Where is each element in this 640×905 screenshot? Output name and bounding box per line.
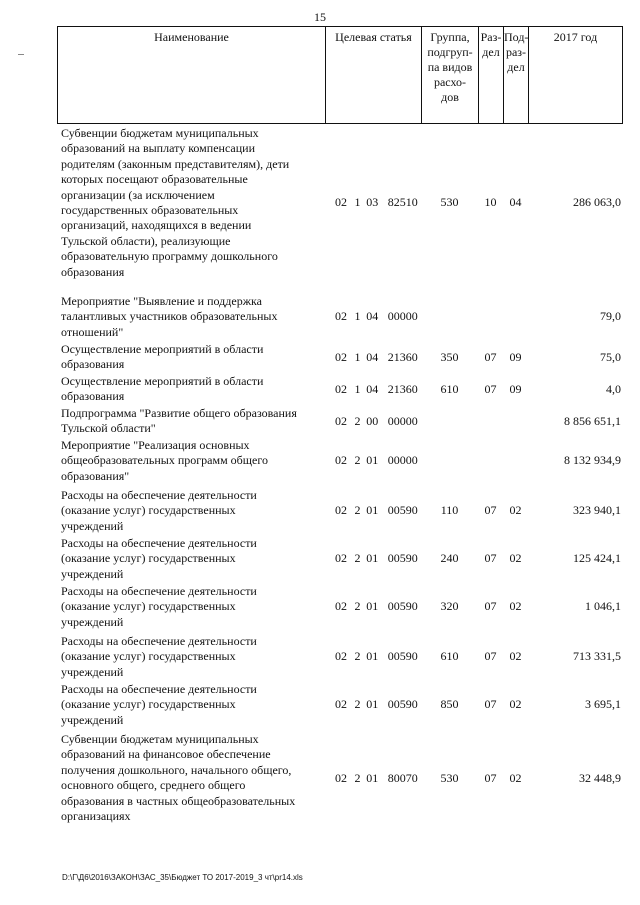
row-name-line: учреждений <box>61 566 124 581</box>
margin-mark <box>18 54 24 55</box>
row-target-code <box>325 350 421 365</box>
row-target-code <box>325 551 421 566</box>
row-name-line: Расходы на обеспечение деятельности <box>61 584 257 598</box>
row-razdel: 07 <box>484 697 497 712</box>
target-code-part: 02 <box>335 381 347 396</box>
row-group: 610 <box>440 649 459 664</box>
table-row <box>57 536 623 582</box>
row-razdel: 07 <box>484 503 497 518</box>
row-name <box>57 374 325 405</box>
target-code-part: 2 <box>354 551 361 566</box>
row-name-line: (оказание услуг) государственных <box>61 503 236 518</box>
target-code-part: 02 <box>335 503 347 518</box>
row-razdel: 10 <box>484 195 497 210</box>
target-code-part: 04 <box>366 309 379 324</box>
row-amount: 32 448,9 <box>579 770 621 785</box>
row-razdel: 07 <box>484 551 497 566</box>
row-name <box>57 682 325 728</box>
target-code-part: 2 <box>354 413 361 428</box>
row-name-line: получения дошкольного, начального общего, <box>61 762 292 777</box>
target-code-part: 04 <box>366 381 379 396</box>
row-podrazdel: 02 <box>509 599 522 614</box>
row-name <box>57 488 325 534</box>
row-amount: 8 132 934,9 <box>564 453 621 468</box>
table-row <box>57 294 623 340</box>
target-code-part: 2 <box>354 649 361 664</box>
table-row <box>57 634 623 680</box>
target-code-part: 21360 <box>387 381 418 396</box>
row-amount: 79,0 <box>600 309 621 324</box>
table-row <box>57 406 623 437</box>
row-name-line: организаций, находящихся в ведении <box>61 218 252 233</box>
target-code-part: 02 <box>335 551 347 566</box>
target-code-part: 2 <box>354 453 361 468</box>
row-target-code <box>325 414 421 429</box>
row-group: 110 <box>440 503 459 518</box>
row-name-line: образования <box>61 357 125 372</box>
row-name-line: учреждений <box>61 518 124 533</box>
target-code-part: 2 <box>354 599 361 614</box>
header-name: Наименование <box>58 27 326 123</box>
row-podrazdel: 02 <box>509 697 522 712</box>
row-name-line: общеобразовательных программ общего <box>61 453 268 468</box>
row-razdel: 07 <box>484 381 497 396</box>
row-amount: 1 046,1 <box>585 599 621 614</box>
row-name <box>57 294 325 340</box>
target-code-part: 80070 <box>387 770 418 785</box>
target-code-part: 00000 <box>387 309 418 324</box>
row-name-line: родителям (законным представителям), дети <box>61 156 290 171</box>
row-name-line: Тульской области), реализующие <box>61 233 231 248</box>
target-code-part: 02 <box>335 309 347 324</box>
row-name-line: Осуществление мероприятий в области <box>61 342 264 356</box>
row-amount: 8 856 651,1 <box>564 413 621 428</box>
row-name-line: Мероприятие "Реализация основных <box>61 438 250 452</box>
row-name-line: (оказание услуг) государственных <box>61 649 236 664</box>
target-code-part: 2 <box>354 770 361 785</box>
row-name-line: талантливых участников образовательных <box>61 309 278 324</box>
row-razdel: 07 <box>484 349 497 364</box>
target-code-part: 00590 <box>387 599 418 614</box>
row-target-code <box>325 453 421 468</box>
table-row <box>57 126 623 280</box>
target-code-part: 21360 <box>387 349 418 364</box>
table-row <box>57 374 623 405</box>
row-name <box>57 536 325 582</box>
target-code-part: 02 <box>335 349 347 364</box>
row-group: 610 <box>440 381 459 396</box>
row-target-code <box>325 195 421 210</box>
row-razdel: 07 <box>484 649 497 664</box>
row-name-line: (оказание услуг) государственных <box>61 599 236 614</box>
header-group-line: Группа, <box>430 30 470 44</box>
target-code-part: 02 <box>335 599 347 614</box>
target-code-part: 02 <box>335 195 347 210</box>
header-podrazdel-line: Под- <box>504 30 529 44</box>
row-name <box>57 634 325 680</box>
row-podrazdel: 02 <box>509 770 522 785</box>
target-code-part: 1 <box>354 195 361 210</box>
row-name-line: отношений" <box>61 324 124 339</box>
row-name <box>57 126 325 280</box>
row-target-code <box>325 309 421 324</box>
row-name-line: образований на выплату компенсации <box>61 141 256 156</box>
row-name-line: (оказание услуг) государственных <box>61 697 236 712</box>
row-name <box>57 406 325 437</box>
table-row <box>57 584 623 630</box>
row-name-line: Мероприятие "Выявление и поддержка <box>61 294 262 308</box>
target-code-part: 82510 <box>387 195 418 210</box>
row-name-line: Расходы на обеспечение деятельности <box>61 682 257 696</box>
row-amount: 713 331,5 <box>573 649 621 664</box>
header-group-line: подгруп- <box>427 45 473 59</box>
row-podrazdel: 09 <box>509 349 522 364</box>
row-razdel: 07 <box>484 599 497 614</box>
row-podrazdel: 02 <box>509 503 522 518</box>
target-code-part: 01 <box>366 599 379 614</box>
row-amount: 75,0 <box>600 349 621 364</box>
row-podrazdel: 02 <box>509 551 522 566</box>
header-target: Целевая статья <box>326 27 422 123</box>
row-name-line: Расходы на обеспечение деятельности <box>61 634 257 648</box>
row-podrazdel: 04 <box>509 195 522 210</box>
row-name-line: организациях <box>61 809 131 824</box>
table-row <box>57 342 623 373</box>
row-podrazdel: 02 <box>509 649 522 664</box>
row-name-line: учреждений <box>61 664 124 679</box>
row-target-code <box>325 382 421 397</box>
target-code-part: 01 <box>366 697 379 712</box>
target-code-part: 00590 <box>387 503 418 518</box>
row-group: 240 <box>440 551 459 566</box>
target-code-part: 00000 <box>387 453 418 468</box>
target-code-part: 1 <box>354 381 361 396</box>
row-name-line: основного общего, среднего общего <box>61 778 246 793</box>
row-name-line: образования" <box>61 468 130 483</box>
target-code-part: 02 <box>335 413 347 428</box>
header-podrazdel-line: дел <box>507 60 525 74</box>
row-target-code <box>325 697 421 712</box>
row-name-line: организации (за исключением <box>61 187 215 202</box>
target-code-part: 00590 <box>387 649 418 664</box>
row-name-line: Субвенции бюджетам муниципальных <box>61 732 259 746</box>
target-code-part: 01 <box>366 503 379 518</box>
row-amount: 3 695,1 <box>585 697 621 712</box>
target-code-part: 1 <box>354 349 361 364</box>
header-razdel-line: дел <box>482 45 500 59</box>
header-year: 2017 год <box>553 30 598 44</box>
table-row <box>57 438 623 484</box>
target-code-part: 00000 <box>387 413 418 428</box>
row-name-line: Подпрограмма "Развитие общего образования <box>61 406 297 420</box>
target-code-part: 00 <box>366 413 379 428</box>
table-row <box>57 682 623 728</box>
table-row <box>57 732 623 824</box>
row-name-line: Субвенции бюджетам муниципальных <box>61 126 259 140</box>
row-name-line: Расходы на обеспечение деятельности <box>61 536 257 550</box>
row-name <box>57 438 325 484</box>
row-target-code <box>325 771 421 786</box>
row-amount: 323 940,1 <box>573 503 621 518</box>
target-code-part: 01 <box>366 551 379 566</box>
row-name-line: образований на финансовое обеспечение <box>61 747 271 762</box>
page-number: 15 <box>314 10 326 24</box>
target-code-part: 02 <box>335 649 347 664</box>
row-name-line: Тульской области" <box>61 421 156 436</box>
table-header <box>57 26 623 124</box>
file-path-footer: D:\Г\Д6\2016\ЗАКОН\ЗАС_35\Бюджет ТО 2017-2019_3 чт\pr14.xls <box>62 873 303 882</box>
row-podrazdel: 09 <box>509 381 522 396</box>
target-code-part: 02 <box>335 697 347 712</box>
row-name-line: (оказание услуг) государственных <box>61 551 236 566</box>
header-razdel-line: Раз- <box>480 30 502 44</box>
target-code-part: 00590 <box>387 551 418 566</box>
row-target-code <box>325 503 421 518</box>
row-amount: 4,0 <box>606 381 621 396</box>
target-code-part: 00590 <box>387 697 418 712</box>
target-code-part: 04 <box>366 349 379 364</box>
row-name-line: учреждений <box>61 712 124 727</box>
row-name-line: образования в частных общеобразовательных <box>61 793 296 808</box>
row-amount: 286 063,0 <box>573 195 621 210</box>
row-name-line: образовательную программу дошкольного <box>61 249 278 264</box>
target-code-part: 03 <box>366 195 379 210</box>
header-group-line: расхо- <box>433 75 467 89</box>
row-name-line: Осуществление мероприятий в области <box>61 374 264 388</box>
row-name <box>57 342 325 373</box>
row-name <box>57 584 325 630</box>
row-group: 350 <box>440 349 459 364</box>
target-code-part: 02 <box>335 770 347 785</box>
row-group: 530 <box>440 770 459 785</box>
row-group: 530 <box>440 195 459 210</box>
header-group-line: дов <box>441 90 459 104</box>
row-amount: 125 424,1 <box>573 551 621 566</box>
row-name-line: государственных образовательных <box>61 203 239 218</box>
row-group: 850 <box>440 697 459 712</box>
row-name-line: Расходы на обеспечение деятельности <box>61 488 257 502</box>
header-group <box>422 27 479 123</box>
target-code-part: 01 <box>366 649 379 664</box>
row-name <box>57 732 325 824</box>
header-razdel <box>479 27 504 123</box>
row-group: 320 <box>440 599 459 614</box>
header-podrazdel <box>504 27 529 123</box>
row-name-line: образования <box>61 389 125 404</box>
row-target-code <box>325 599 421 614</box>
header-group-line: па видов <box>427 60 473 74</box>
header-podrazdel-line: раз- <box>505 45 527 59</box>
target-code-part: 2 <box>354 503 361 518</box>
row-name-line: образования <box>61 264 125 279</box>
target-code-part: 1 <box>354 309 361 324</box>
row-name-line: которых посещают образовательные <box>61 172 248 187</box>
row-razdel: 07 <box>484 770 497 785</box>
table-row <box>57 488 623 534</box>
target-code-part: 01 <box>366 770 379 785</box>
target-code-part: 02 <box>335 453 347 468</box>
row-name-line: учреждений <box>61 614 124 629</box>
row-target-code <box>325 649 421 664</box>
target-code-part: 01 <box>366 453 379 468</box>
target-code-part: 2 <box>354 697 361 712</box>
